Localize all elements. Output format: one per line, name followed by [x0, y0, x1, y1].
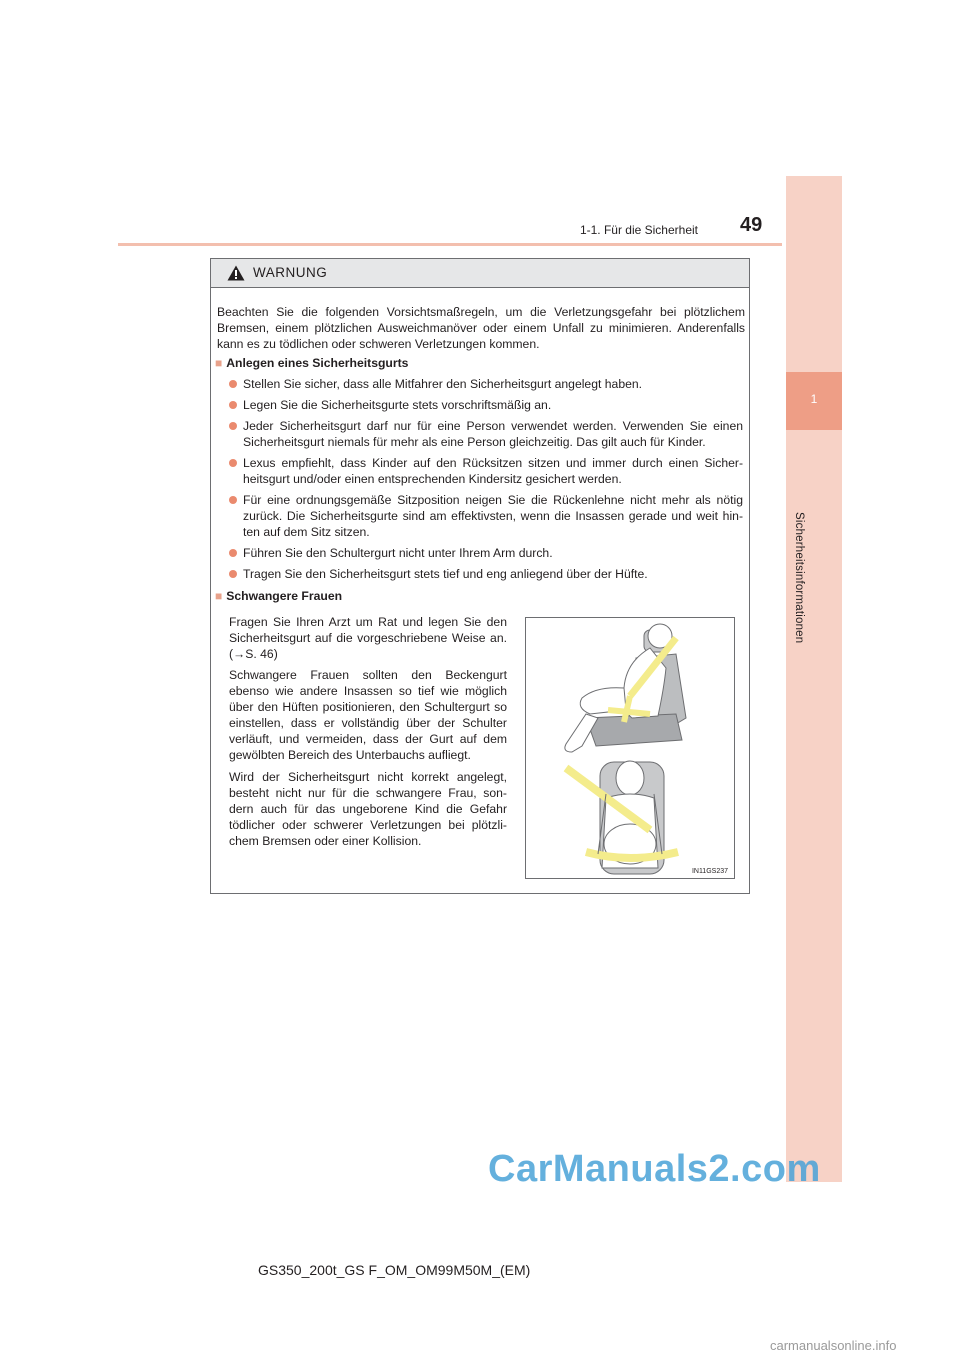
warning-triangle-icon — [227, 265, 245, 281]
warning-box — [210, 258, 750, 894]
bullet-text: Jeder Sicherheitsgurt darf nur für eine Person verwendet werden. Verwenden Sie einen Sicherheitsgurt niemals für mehr als eine Person gleichzeitig. Das gilt auch für Kinder. — [243, 419, 743, 449]
bullet-text: Lexus empfiehlt, dass Kinder auf den Rücksitzen sitzen und immer durch einen Sicher-heitsgurt und/oder einen entsprechenden Kindersitz gesichert werden. — [243, 456, 743, 486]
illustration-code: IN11GS237 — [691, 868, 728, 875]
bullet-text: Tragen Sie den Sicherheitsgurt stets tief und eng anliegend über der Hüfte. — [243, 567, 648, 581]
section-title: 1-1. Für die Sicherheit — [579, 223, 698, 237]
bullet-item — [229, 545, 743, 561]
bullet-dot-icon — [229, 549, 237, 557]
watermark-logo[interactable]: CarManuals2.com — [488, 1148, 821, 1190]
bullet-item — [229, 492, 743, 540]
bullet-dot-icon — [229, 459, 237, 467]
bullet-item — [229, 397, 743, 413]
bullet-text: Für eine ordnungsgemäße Sitzposition neigen Sie die Rückenlehne nicht mehr als nötig zurück. Die Sicherheitsgurte sind am effektivsten, wenn die Insassen gerade und weit hin-ten auf dem Sitz sitzen. — [243, 493, 743, 539]
section-heading-seatbelt — [215, 355, 408, 371]
chapter-number: 1 — [810, 392, 818, 406]
chapter-side-strip — [786, 176, 842, 1182]
warning-intro: Beachten Sie die folgenden Vorsichtsmaßregeln, um die Verletzungsgefahr bei plötzlichem Bremsen, einem plötzlichen Ausweichmanöver oder einem Unfall zu minimieren. Anderenfalls kann es zu tödlichen oder schweren Verletzungen kommen. — [217, 305, 745, 351]
document-code: GS350_200t_GS F_OM_OM99M50M_(EM) — [258, 1262, 531, 1278]
bullet-dot-icon — [229, 496, 237, 504]
seatbelt-pregnancy-illustration — [525, 617, 735, 879]
bullet-dot-icon — [229, 570, 237, 578]
section-heading-text: Anlegen eines Sicherheitsgurts — [226, 356, 409, 370]
warning-title: WARNUNG — [253, 265, 328, 280]
warning-header — [211, 259, 749, 288]
bullet-text: Legen Sie die Sicherheitsgurte stets vorschriftsmäßig an. — [243, 398, 552, 412]
bullet-text: Führen Sie den Schultergurt nicht unter Ihrem Arm durch. — [243, 546, 553, 560]
bullet-item — [229, 566, 743, 582]
bullet-item — [229, 418, 743, 450]
pregnancy-paragraph: Schwangere Frauen sollten den Beckengurt ebenso wie andere Insassen so tief wie möglich über den Hüften positionieren, den Schultergurt so einstellen, dass er vollständig über der Schulter verläuft, und vermeiden, dass der Gurt auf dem gewölbten Bereich des Unterbauchs aufliegt. — [229, 668, 507, 762]
bullet-dot-icon — [229, 422, 237, 430]
header-rule — [118, 243, 782, 246]
square-bullet-icon: ■ — [215, 589, 223, 603]
section-heading-text: Schwangere Frauen — [226, 589, 343, 603]
pregnancy-paragraph: Wird der Sicherheitsgurt nicht korrekt angelegt, besteht nicht nur für die schwangere Frau, son-dern auch für das ungeborene Kind die Gefahr tödlicher oder schwerer Verletzungen bei plötzli-chem Bremsen oder einer Kollision. — [229, 770, 507, 848]
bullet-item — [229, 376, 743, 392]
chapter-title: Sicherheitsinformationen — [793, 512, 805, 644]
bullet-dot-icon — [229, 401, 237, 409]
page-number: 49 — [740, 214, 763, 236]
pregnant-woman-seatbelt-drawing — [526, 618, 734, 878]
bullet-dot-icon — [229, 380, 237, 388]
pregnancy-paragraph: Fragen Sie Ihren Arzt um Rat und legen Sie den Sicherheitsgurt auf die vorgeschriebene Weise an. (→S. 46) — [229, 615, 507, 661]
section-heading-pregnant — [215, 588, 342, 604]
bullet-text: Stellen Sie sicher, dass alle Mitfahrer den Sicherheitsgurt angelegt haben. — [243, 377, 643, 391]
watermark-url[interactable]: carmanualsonline.info — [770, 1338, 897, 1353]
bullet-item — [229, 455, 743, 487]
square-bullet-icon: ■ — [215, 356, 223, 370]
